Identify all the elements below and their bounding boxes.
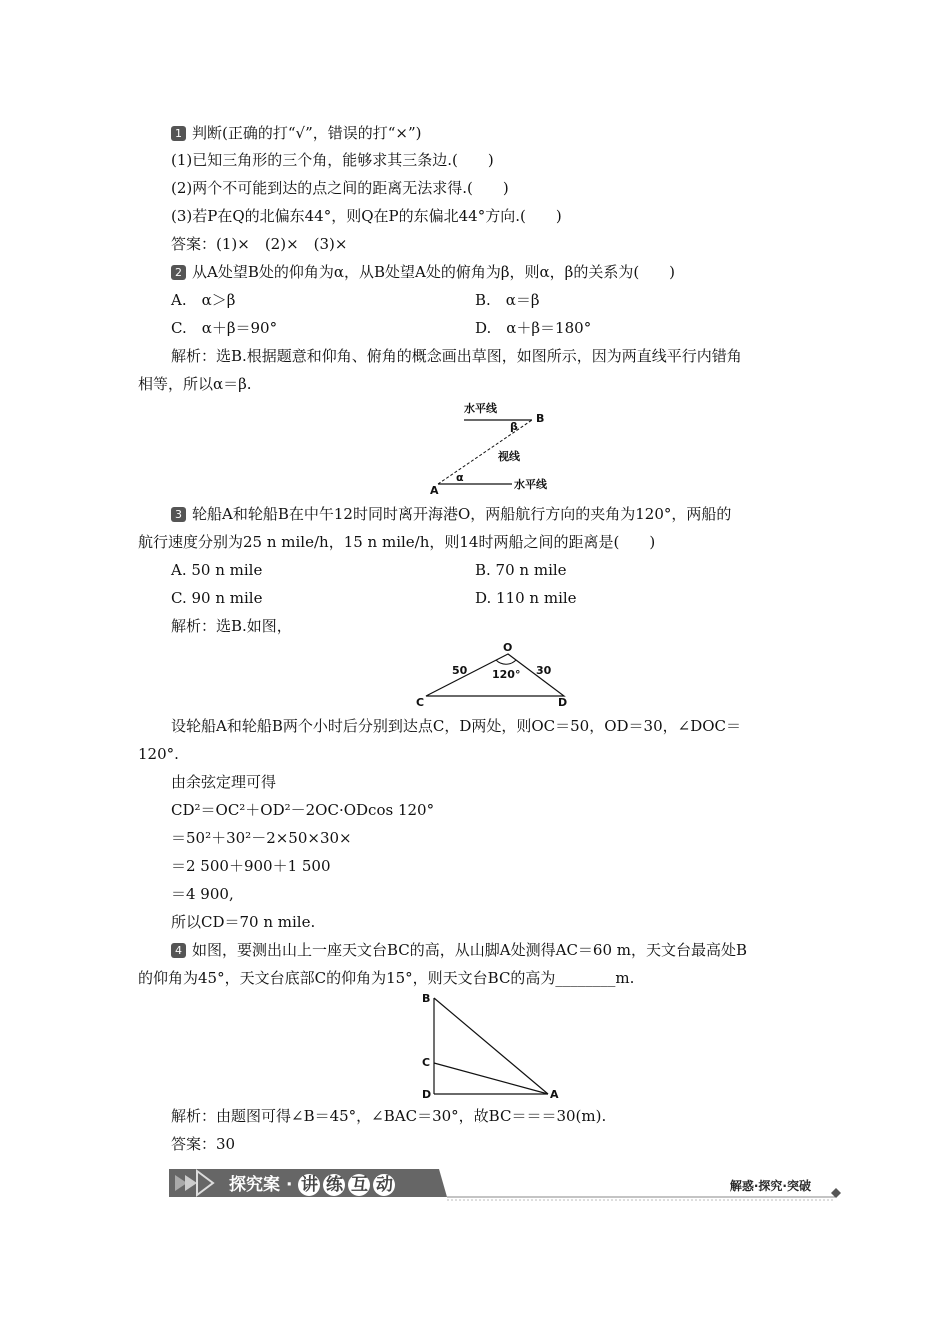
q4-answer: 答案：30 [171, 1135, 236, 1153]
q3-option-a: A. 50 n mile [171, 561, 263, 579]
banner-right-text: 解惑·探究·突破 [729, 1179, 811, 1193]
q3-stem-1: 轮船A和轮船B在中午12时同时离开海港O，两船航行方向的夹角为120°，两船的 [192, 505, 732, 523]
q3-label-angle: 120° [492, 668, 521, 681]
q2-label-horizontal-bottom: 水平线 [514, 478, 547, 491]
q2-option-a: A. α＞β [171, 291, 236, 309]
banner-char-2: 练 [323, 1174, 345, 1196]
q3-stem-line-1 [171, 503, 731, 525]
q4-stem-line-1 [171, 939, 747, 961]
q3-work-2: 120°. [138, 745, 179, 763]
q2-stem-line [171, 261, 675, 283]
q4-tower-figure [420, 990, 570, 1102]
q3-triangle-figure [412, 640, 577, 710]
q2-label-b: B [536, 412, 545, 425]
q2-analysis-1: 解析：选B.根据题意和仰角、俯角的概念画出草图，如图所示，因为两直线平行内错角 [171, 347, 742, 365]
q2-angle-figure [420, 398, 570, 498]
q2-label-sightline: 视线 [498, 450, 520, 463]
q2-analysis-2: 相等，所以α＝β. [138, 375, 252, 393]
q3-label-c: C [416, 696, 425, 709]
q1-title-line [171, 122, 422, 144]
q3-work-1: 设轮船A和轮船B两个小时后分别到达点C，D两处，则OC＝50，OD＝30，∠DOC＝ [171, 717, 742, 735]
section-banner [169, 1167, 841, 1203]
q2-stem: 从A处望B处的仰角为α，从B处望A处的俯角为β，则α，β的关系为( ) [192, 263, 676, 281]
q2-label-horizontal-top: 水平线 [464, 402, 497, 415]
q3-work-4: CD²＝OC²＋OD²－2OC·ODcos 120° [171, 801, 435, 819]
q4-label-d: D [422, 1088, 432, 1101]
q2-option-b: B. α＝β [475, 291, 540, 309]
q2-label-alpha: α [456, 471, 464, 484]
q1-item-2: (2)两个不可能到达的点之间的距离无法求得.( ) [171, 179, 509, 197]
q4-line-ba [434, 998, 548, 1094]
q3-work-8: 所以CD＝70 n mile. [171, 913, 316, 931]
q2-label-a: A [430, 484, 439, 497]
q4-label-a: A [550, 1088, 559, 1101]
banner-dot: · [286, 1175, 293, 1195]
q3-option-c: C. 90 n mile [171, 589, 263, 607]
q3-work-5: ＝50²＋30²－2×50×30× [171, 829, 352, 847]
q4-analysis: 解析：由题图可得∠B＝45°，∠BAC＝30°，故BC＝＝＝30(m). [171, 1107, 607, 1125]
q3-work-6: ＝2 500＋900＋1 500 [171, 857, 331, 875]
q3-stem-2: 航行速度分别为25 n mile/h，15 n mile/h，则14时两船之间的距离是( ) [138, 533, 656, 551]
q3-number-badge: 3 [171, 507, 186, 522]
q4-label-c: C [422, 1056, 431, 1069]
q3-angle-arc [496, 660, 516, 664]
q2-option-d: D. α＋β＝180° [475, 319, 592, 337]
q1-title: 判断(正确的打“√”，错误的打“×”) [192, 124, 422, 142]
q3-label-d: D [558, 696, 568, 709]
q1-answer: 答案：(1)× (2)× (3)× [171, 235, 348, 253]
q4-label-b: B [422, 992, 431, 1005]
q1-item-3: (3)若P在Q的北偏东44°，则Q在P的东偏北44°方向.( ) [171, 207, 562, 225]
q3-label-30: 30 [536, 664, 552, 677]
banner-char-4: 动 [373, 1174, 395, 1196]
banner-char-1: 讲 [298, 1174, 320, 1196]
q1-number-badge: 1 [171, 126, 186, 141]
q2-number-badge: 2 [171, 265, 186, 280]
banner-left-text: 探究案 [229, 1175, 280, 1195]
q4-stem-2: 的仰角为45°，天文台底部C的仰角为15°，则天文台BC的高为________m. [138, 969, 635, 987]
q3-option-d: D. 110 n mile [475, 589, 577, 607]
q2-label-beta: β [510, 420, 518, 433]
q4-line-ca [434, 1063, 548, 1094]
q3-work-7: ＝4 900, [171, 885, 234, 903]
q4-number-badge: 4 [171, 943, 186, 958]
q3-option-b: B. 70 n mile [475, 561, 567, 579]
q2-option-c: C. α＋β＝90° [171, 319, 278, 337]
q4-stem-1: 如图，要测出山上一座天文台BC的高，从山脚A处测得AC＝60 m，天文台最高处B [192, 941, 748, 959]
q3-label-50: 50 [452, 664, 468, 677]
banner-char-3: 互 [348, 1174, 370, 1196]
q3-work-3: 由余弦定理可得 [171, 773, 277, 791]
banner-title [229, 1173, 395, 1197]
q3-analysis: 解析：选B.如图， [171, 617, 292, 635]
q3-label-o: O [503, 641, 513, 654]
q1-item-1: (1)已知三角形的三个角，能够求其三条边.( ) [171, 151, 494, 169]
